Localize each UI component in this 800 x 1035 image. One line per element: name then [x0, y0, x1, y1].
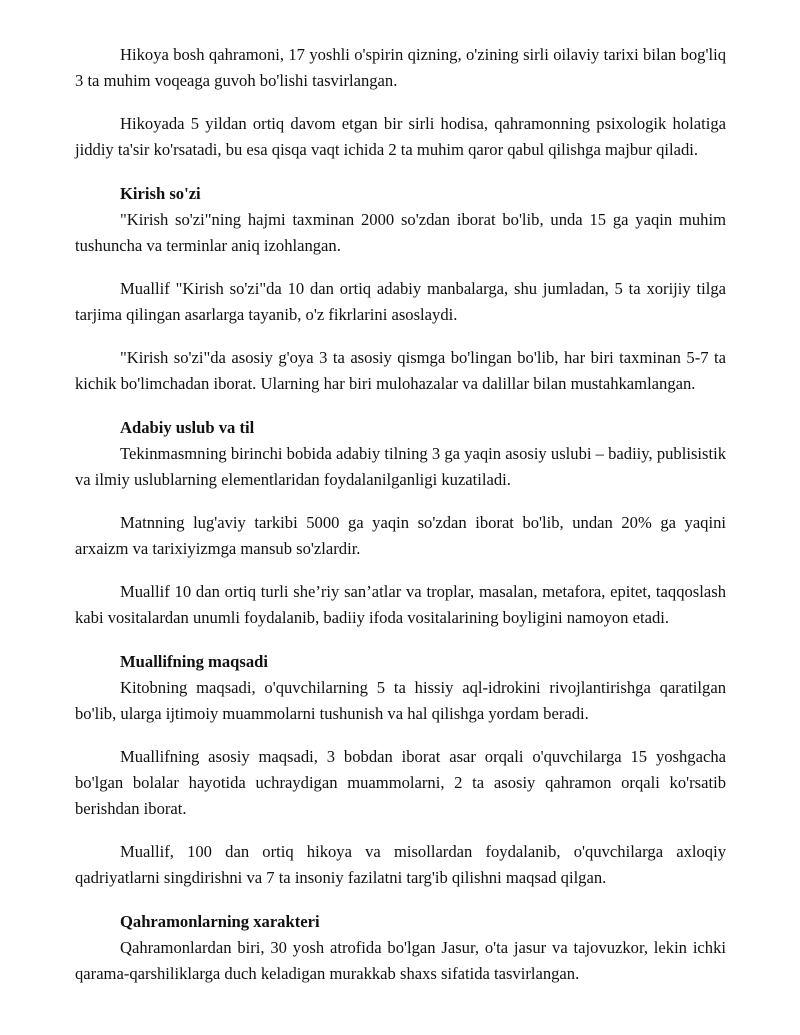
section-heading-kirish-sozi: Kirish so'zi [120, 184, 201, 203]
kirish-paragraph-3: "Kirish so'zi"da asosiy g'oya 3 ta asosiy qismga bo'lingan bo'lib, har biri taxminan 5-7 ta kichik bo'limchadan iborat. Ularning har biri mulohazalar va dalillar bilan mustahkamlangan. [75, 348, 726, 393]
qahramon-paragraph-1: Qahramonlardan biri, 30 yosh atrofida bo'lgan Jasur, o'ta jasur va tajovuzkor, lekin ichki qarama-qarshiliklarga duch keladigan murakkab shaxs sifatida tasvirlangan. [75, 938, 726, 983]
uslub-paragraph-1: Tekinmasmning birinchi bobida adabiy tilning 3 ga yaqin asosiy uslubi – badiiy, publisistik va ilmiy uslublarning elementlaridan foydalanilganligi kuzatiladi. [75, 444, 726, 489]
maqsad-paragraph-2: Muallifning asosiy maqsadi, 3 bobdan iborat asar orqali o'quvchilarga 15 yoshgacha bo'lgan bolalar hayotida uchraydigan muammolarni, 2 ta asosiy qahramon orqali ko'rsatib berishdan iborat. [75, 747, 726, 818]
section-heading-adabiy-uslub: Adabiy uslub va til [120, 418, 255, 437]
kirish-paragraph-2: Muallif "Kirish so'zi"da 10 dan ortiq adabiy manbalarga, shu jumladan, 5 ta xorijiy tilga tarjima qilingan asarlarga tayanib, o'z fikrlarini asoslaydi. [75, 279, 726, 324]
section-heading-muallif-maqsadi: Muallifning maqsadi [120, 652, 268, 671]
section-heading-qahramonlar: Qahramonlarning xarakteri [120, 912, 320, 931]
maqsad-paragraph-1: Kitobning maqsadi, o'quvchilarning 5 ta hissiy aql-idrokini rivojlantirishga qaratilgan bo'lib, ularga ijtimoiy muammolarni tushunish va hal qilishga yordam beradi. [75, 678, 726, 723]
uslub-paragraph-2: Matnning lug'aviy tarkibi 5000 ga yaqin so'zdan iborat bo'lib, undan 20% ga yaqini arxaizm va tarixiyizmga mansub so'zlardir. [75, 513, 726, 558]
intro-paragraph-2: Hikoyada 5 yildan ortiq davom etgan bir sirli hodisa, qahramonning psixologik holatiga jiddiy ta'sir ko'rsatadi, bu esa qisqa vaqt ichida 2 ta muhim qaror qabul qilishga majbur qiladi. [75, 114, 726, 159]
uslub-paragraph-3: Muallif 10 dan ortiq turli she’riy san’atlar va troplar, masalan, metafora, epitet, taqqoslash kabi vositalardan unumli foydalanib, badiiy ifoda vositalarining boyligini namoyon etadi. [75, 582, 726, 627]
kirish-paragraph-1: "Kirish so'zi"ning hajmi taxminan 2000 so'zdan iborat bo'lib, unda 15 ga yaqin muhim tushuncha va terminlar aniq izohlangan. [75, 210, 726, 255]
maqsad-paragraph-3: Muallif, 100 dan ortiq hikoya va misollardan foydalanib, o'quvchilarga axloqiy qadriyatlarni singdirishni va 7 ta insoniy fazilatni targ'ib qilishni maqsad qilgan. [75, 842, 726, 887]
intro-paragraph-1: Hikoya bosh qahramoni, 17 yoshli o'spirin qizning, o'zining sirli oilaviy tarixi bilan bog'liq 3 ta muhim voqeaga guvoh bo'lishi tasvirlangan. [75, 45, 726, 90]
